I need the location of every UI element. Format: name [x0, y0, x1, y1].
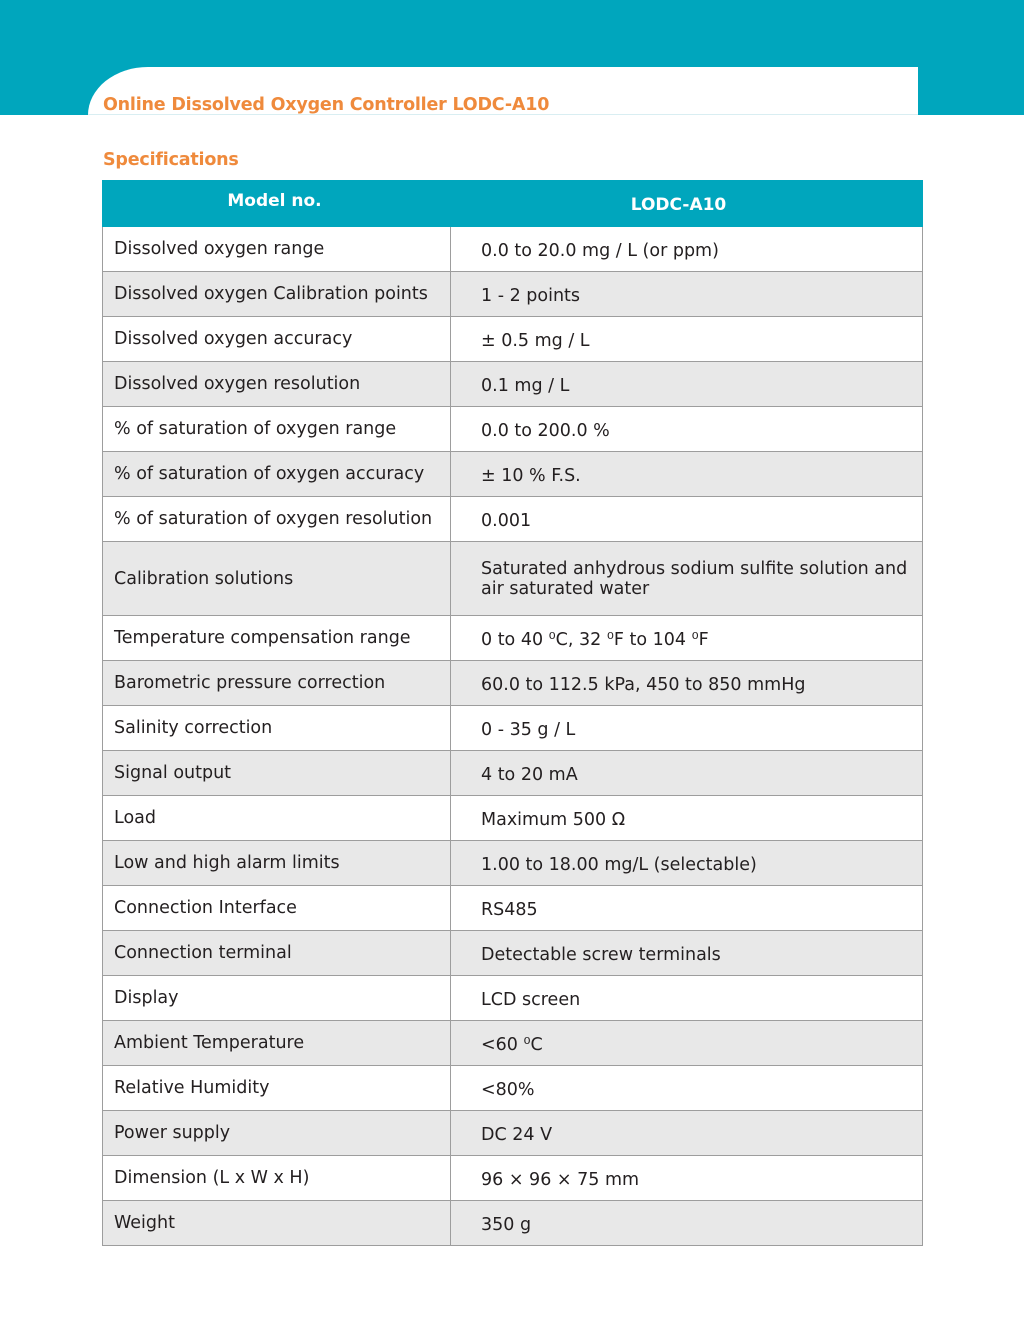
- value-cell: DC 24 V: [451, 1111, 923, 1156]
- table-row: [103, 1066, 923, 1111]
- parameter-cell: Display: [103, 976, 451, 1021]
- table-row: [103, 272, 923, 317]
- value-cell: 0.1 mg / L: [451, 362, 923, 407]
- table-row: [103, 1021, 923, 1066]
- table-row: [103, 976, 923, 1021]
- specifications-table: [102, 180, 923, 1246]
- table-row: [103, 1156, 923, 1201]
- value-cell: 0 to 40 ⁰C, 32 ⁰F to 104 ⁰F: [451, 616, 923, 661]
- value-cell: 0.0 to 200.0 %: [451, 407, 923, 452]
- table-row: [103, 931, 923, 976]
- parameter-cell: % of saturation of oxygen resolution: [103, 497, 451, 542]
- table-row: [103, 841, 923, 886]
- parameter-cell: Dissolved oxygen resolution: [103, 362, 451, 407]
- value-cell: 350 g: [451, 1201, 923, 1246]
- value-cell: 0.001: [451, 497, 923, 542]
- parameter-cell: Ambient Temperature: [103, 1021, 451, 1066]
- parameter-cell: Signal output: [103, 751, 451, 796]
- value-cell: Detectable screw terminals: [451, 931, 923, 976]
- value-cell: Maximum 500 Ω: [451, 796, 923, 841]
- parameter-cell: Weight: [103, 1201, 451, 1246]
- table-row: [103, 317, 923, 362]
- parameter-cell: % of saturation of oxygen range: [103, 407, 451, 452]
- parameter-cell: Low and high alarm limits: [103, 841, 451, 886]
- value-cell: 1.00 to 18.00 mg/L (selectable): [451, 841, 923, 886]
- parameter-cell: Dissolved oxygen range: [103, 227, 451, 272]
- value-cell: LCD screen: [451, 976, 923, 1021]
- parameter-cell: Calibration solutions: [103, 542, 451, 616]
- parameter-cell: Barometric pressure correction: [103, 661, 451, 706]
- table-row: [103, 227, 923, 272]
- table-row: [103, 1201, 923, 1246]
- parameter-cell: Dimension (L x W x H): [103, 1156, 451, 1201]
- parameter-cell: Dissolved oxygen Calibration points: [103, 272, 451, 317]
- value-cell: ± 10 % F.S.: [451, 452, 923, 497]
- column-header-model: Model no.: [103, 181, 451, 227]
- table-header-row: [103, 181, 923, 227]
- table-row: [103, 452, 923, 497]
- table-row: [103, 1111, 923, 1156]
- parameter-cell: Connection Interface: [103, 886, 451, 931]
- value-cell: RS485: [451, 886, 923, 931]
- parameter-cell: Power supply: [103, 1111, 451, 1156]
- parameter-cell: Load: [103, 796, 451, 841]
- value-cell: 96 × 96 × 75 mm: [451, 1156, 923, 1201]
- section-title: Specifications: [103, 150, 239, 170]
- value-cell: ± 0.5 mg / L: [451, 317, 923, 362]
- table-row: [103, 497, 923, 542]
- parameter-cell: Dissolved oxygen accuracy: [103, 317, 451, 362]
- table-row: [103, 796, 923, 841]
- value-cell: 1 - 2 points: [451, 272, 923, 317]
- document-title: Online Dissolved Oxygen Controller LODC-A10: [103, 95, 550, 115]
- parameter-cell: Temperature compensation range: [103, 616, 451, 661]
- parameter-cell: Connection terminal: [103, 931, 451, 976]
- table-row: [103, 542, 923, 616]
- parameter-cell: % of saturation of oxygen accuracy: [103, 452, 451, 497]
- value-cell: 60.0 to 112.5 kPa, 450 to 850 mmHg: [451, 661, 923, 706]
- value-cell: <80%: [451, 1066, 923, 1111]
- parameter-cell: Relative Humidity: [103, 1066, 451, 1111]
- value-cell: 0.0 to 20.0 mg / L (or ppm): [451, 227, 923, 272]
- parameter-cell: Salinity correction: [103, 706, 451, 751]
- column-header-model-value: LODC-A10: [451, 181, 923, 227]
- table-row: [103, 616, 923, 661]
- value-cell: 4 to 20 mA: [451, 751, 923, 796]
- table-row: [103, 407, 923, 452]
- table-row: [103, 751, 923, 796]
- table-row: [103, 886, 923, 931]
- table-row: [103, 661, 923, 706]
- value-cell: <60 ⁰C: [451, 1021, 923, 1066]
- table-row: [103, 706, 923, 751]
- table-row: [103, 362, 923, 407]
- value-cell: Saturated anhydrous sodium sulfite solution and air saturated water: [451, 542, 923, 616]
- value-cell: 0 - 35 g / L: [451, 706, 923, 751]
